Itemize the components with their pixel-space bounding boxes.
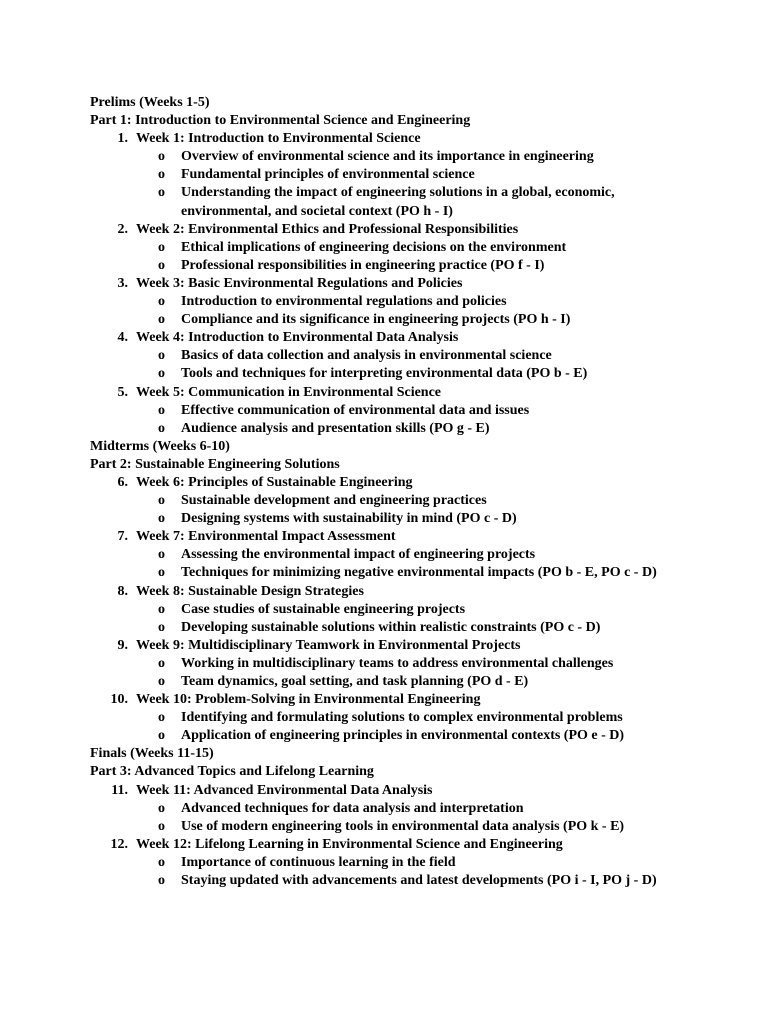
week-title: Week 12: Lifelong Learning in Environmental Science and Engineering — [136, 836, 563, 852]
topic-item — [90, 546, 681, 564]
topic-item — [90, 402, 681, 420]
week-number: 8. — [117, 583, 128, 599]
week-number: 9. — [117, 637, 128, 653]
bullet-icon: o — [158, 547, 165, 563]
topic-text: Sustainable development and engineering practices — [181, 493, 487, 509]
topic-item — [90, 365, 681, 383]
week-number: 10. — [110, 692, 128, 708]
bullet-icon: o — [158, 420, 165, 436]
week-title: Week 7: Environmental Impact Assessment — [136, 529, 396, 545]
week-item — [90, 221, 690, 275]
week-number: 2. — [117, 221, 128, 237]
topic-text: Advanced techniques for data analysis and interpretation — [181, 800, 524, 816]
topic-text: Techniques for minimizing negative environmental impacts (PO b - E, PO c - D) — [181, 565, 657, 581]
topic-text: Understanding the impact of engineering solutions in a global, economic, environmental, and societal context (PO h - I) — [181, 185, 615, 219]
week-item — [90, 637, 690, 691]
week-title: Week 1: Introduction to Environmental Science — [136, 131, 421, 147]
week-title: Week 6: Principles of Sustainable Engineering — [136, 474, 413, 490]
week-title: Week 3: Basic Environmental Regulations and Policies — [136, 275, 463, 291]
bullet-icon: o — [158, 565, 165, 581]
week-item — [90, 583, 690, 637]
section-finals — [90, 745, 690, 890]
week-item — [90, 329, 690, 383]
topic-text: Introduction to environmental regulations and policies — [181, 294, 507, 310]
bullet-icon: o — [158, 348, 165, 364]
bullet-icon: o — [158, 873, 165, 889]
week-title: Week 2: Environmental Ethics and Professional Responsibilities — [136, 221, 519, 237]
topic-item — [90, 311, 681, 329]
topic-text: Staying updated with advancements and latest developments (PO i - I, PO j - D) — [181, 873, 657, 889]
topic-text: Use of modern engineering tools in environmental data analysis (PO k - E) — [181, 818, 625, 834]
week-number: 3. — [117, 275, 128, 291]
topic-item — [90, 601, 681, 619]
bullet-icon: o — [158, 511, 165, 527]
section-heading: Prelims (Weeks 1-5) — [90, 95, 210, 110]
topic-text: Audience analysis and presentation skills (PO g - E) — [181, 420, 490, 436]
topic-item — [90, 818, 681, 836]
bullet-icon: o — [158, 710, 165, 726]
topic-item — [90, 257, 681, 275]
week-title: Week 10: Problem-Solving in Environmental Engineering — [136, 692, 481, 708]
topic-item — [90, 239, 681, 257]
week-number: 12. — [110, 836, 128, 852]
week-title: Week 8: Sustainable Design Strategies — [136, 583, 364, 599]
bullet-icon: o — [158, 312, 165, 328]
bullet-icon: o — [158, 854, 165, 870]
week-item — [90, 130, 690, 220]
part-heading: Part 3: Advanced Topics and Lifelong Learning — [90, 764, 374, 780]
bullet-icon: o — [158, 167, 165, 183]
bullet-icon: o — [158, 493, 165, 509]
bullet-icon: o — [158, 601, 165, 617]
section-heading: Finals (Weeks 11-15) — [90, 746, 214, 762]
section-heading: Midterms (Weeks 6-10) — [90, 438, 230, 454]
topic-item — [90, 619, 681, 637]
bullet-icon: o — [158, 800, 165, 816]
week-title: Week 9: Multidisciplinary Teamwork in Environmental Projects — [136, 637, 521, 653]
bullet-icon: o — [158, 257, 165, 273]
week-item — [90, 528, 690, 582]
bullet-icon: o — [158, 294, 165, 310]
week-number: 5. — [117, 384, 128, 400]
topic-item — [90, 854, 681, 872]
topic-item — [90, 727, 681, 745]
topic-text: Identifying and formulating solutions to complex environmental problems — [181, 710, 623, 726]
bullet-icon: o — [158, 149, 165, 165]
topic-item — [90, 872, 681, 890]
topic-text: Fundamental principles of environmental science — [181, 167, 475, 183]
bullet-icon: o — [158, 239, 165, 255]
topic-text: Tools and techniques for interpreting environmental data (PO b - E) — [181, 366, 588, 382]
topic-text: Assessing the environmental impact of engineering projects — [181, 547, 536, 563]
bullet-icon: o — [158, 674, 165, 689]
week-title: Week 4: Introduction to Environmental Data Analysis — [136, 330, 459, 346]
topic-item — [90, 347, 681, 365]
topic-item — [90, 492, 681, 510]
week-title: Week 5: Communication in Environmental Science — [136, 384, 442, 400]
topic-item — [90, 184, 659, 220]
topic-item — [90, 166, 681, 184]
topic-item — [90, 293, 681, 311]
topic-item — [90, 655, 681, 673]
week-item — [90, 691, 690, 745]
week-number: 4. — [117, 330, 128, 346]
week-item — [90, 836, 690, 890]
topic-text: Basics of data collection and analysis in environmental science — [181, 348, 552, 364]
week-item — [90, 384, 690, 438]
week-title: Week 11: Advanced Environmental Data Analysis — [136, 782, 433, 798]
topic-text: Effective communication of environmental data and issues — [181, 402, 530, 418]
week-item — [90, 275, 690, 329]
topic-text: Team dynamics, goal setting, and task planning (PO d - E) — [181, 674, 529, 689]
week-number: 1. — [117, 131, 128, 147]
bullet-icon: o — [158, 402, 165, 418]
topic-text: Overview of environmental science and its importance in engineering — [181, 149, 594, 165]
topic-item — [90, 420, 681, 438]
topic-text: Ethical implications of engineering decisions on the environment — [181, 239, 567, 255]
topic-item — [90, 564, 681, 582]
week-item — [90, 782, 690, 836]
topic-item — [90, 709, 681, 727]
topic-text: Application of engineering principles in environmental contexts (PO e - D) — [181, 728, 625, 744]
topic-item — [90, 800, 681, 818]
topic-item — [90, 148, 681, 166]
bullet-icon: o — [158, 818, 165, 834]
topic-text: Developing sustainable solutions within realistic constraints (PO c - D) — [181, 619, 601, 635]
bullet-icon: o — [158, 185, 165, 201]
part-heading: Part 2: Sustainable Engineering Solutions — [90, 456, 340, 472]
topic-item — [90, 510, 681, 528]
bullet-icon: o — [158, 366, 165, 382]
topic-text: Compliance and its significance in engineering projects (PO h - I) — [181, 312, 571, 328]
section-prelims — [90, 94, 690, 438]
week-number: 6. — [117, 474, 128, 490]
bullet-icon: o — [158, 655, 165, 671]
section-midterms — [90, 438, 690, 746]
part-heading: Part 1: Introduction to Environmental Science and Engineering — [90, 113, 471, 129]
topic-text: Case studies of sustainable engineering projects — [181, 601, 466, 617]
topic-text: Designing systems with sustainability in mind (PO c - D) — [181, 511, 517, 527]
topic-item — [90, 673, 681, 691]
topic-text: Professional responsibilities in engineering practice (PO f - I) — [181, 257, 545, 273]
document-page — [90, 94, 690, 890]
topic-text: Working in multidisciplinary teams to address environmental challenges — [181, 655, 614, 671]
week-item — [90, 474, 690, 528]
bullet-icon: o — [158, 619, 165, 635]
topic-text: Importance of continuous learning in the field — [181, 854, 456, 870]
week-number: 7. — [117, 529, 128, 545]
bullet-icon: o — [158, 728, 165, 744]
week-number: 11. — [111, 782, 128, 798]
